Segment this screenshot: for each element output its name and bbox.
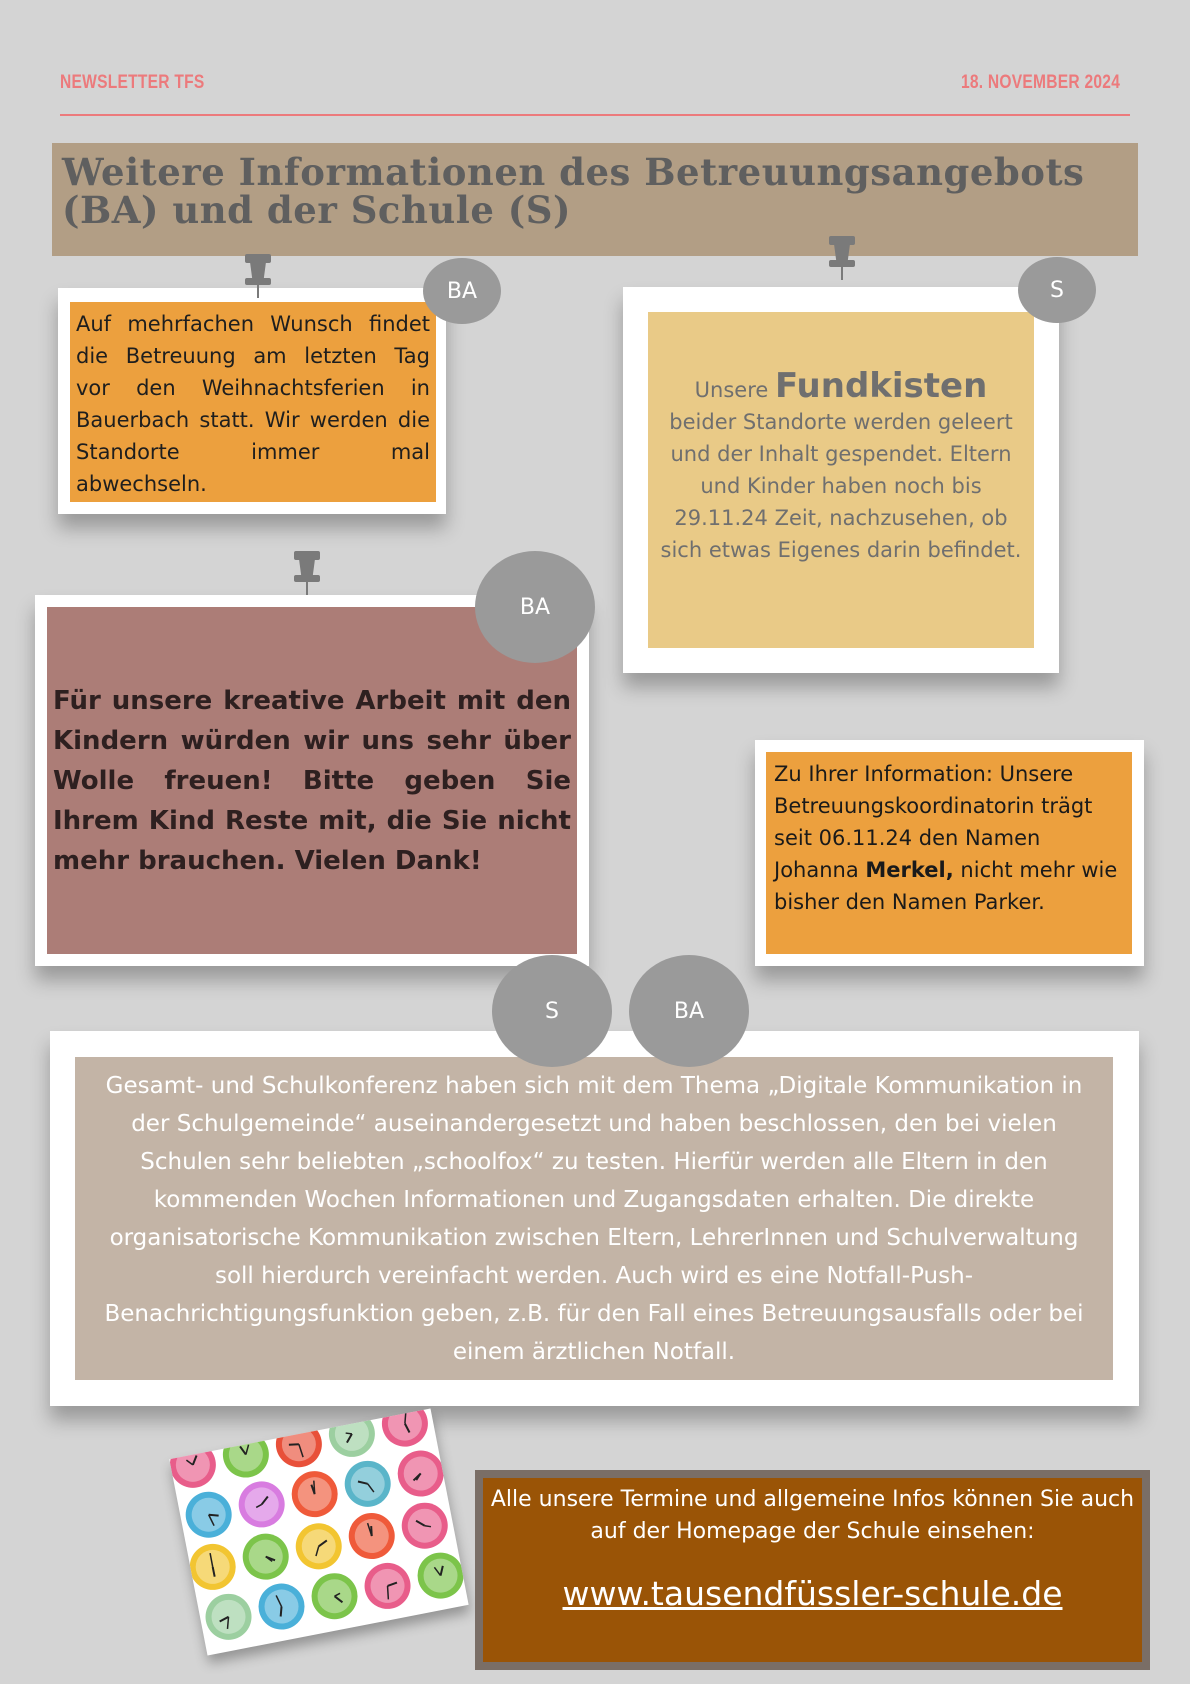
badge-ba: BA <box>475 551 595 663</box>
pushpin-icon <box>829 236 855 278</box>
header-divider <box>60 114 1130 116</box>
fundkisten-pre: Unsere <box>694 378 769 402</box>
homepage-box <box>483 1478 1142 1662</box>
homepage-link[interactable]: www.tausendfüssler-schule.de <box>562 1574 1063 1613</box>
koordinatorin-post: nicht mehr wie bisher den Namen Parker. <box>774 858 1118 914</box>
note-koordinatorin <box>766 752 1132 954</box>
clocks-svg <box>169 1408 468 1655</box>
note-weihnachten: Auf mehrfachen Wunsch findet die Betreuung am letzten Tag vor den Weihnachtsferien in Bauerbach statt. Wir werden die Standorte immer mal abwechseln. <box>70 302 436 502</box>
badge-ba: BA <box>629 955 749 1067</box>
fundkisten-post: beider Standorte werden geleert und der Inhalt gespendet. Eltern und Kinder haben noch bis 29.11.24 Zeit, nachzusehen, ob sich etwas Eigenes darin befindet. <box>660 410 1022 562</box>
clocks-illustration-icon <box>169 1408 468 1655</box>
page-title: Weitere Informationen des Betreuungsangebots (BA) und der Schule (S) <box>62 150 1085 232</box>
koordinatorin-pre: Zu Ihrer Information: Unsere Betreuungskoordinatorin trägt seit 06.11.24 den Namen Johanna <box>774 762 1093 882</box>
homepage-text: Alle unsere Termine und allgemeine Infos können Sie auch auf der Homepage der Schule einsehen: <box>490 1487 1135 1544</box>
badge-s: S <box>1018 257 1096 323</box>
pushpin-icon <box>294 551 320 593</box>
title-banner <box>52 143 1138 256</box>
newsletter-label: NEWSLETTER TFS <box>60 72 205 93</box>
fundkisten-highlight: Fundkisten <box>775 366 988 406</box>
pushpin-icon <box>245 254 271 296</box>
note-wolle: Für unsere kreative Arbeit mit den Kindern würden wir uns sehr über Wolle freuen! Bitte geben Sie Ihrem Kind Reste mit, die Sie nicht mehr brauchen. Vielen Dank! <box>47 607 577 954</box>
koordinatorin-name: Merkel, <box>865 858 954 882</box>
badge-s: S <box>492 955 612 1067</box>
note-schoolfox: Gesamt- und Schulkonferenz haben sich mit dem Thema „Digitale Kommunikation in der Schulgemeinde“ auseinandergesetzt und haben beschlossen, den bei vielen Schulen sehr beliebten „schoolfox“ zu testen. Hierfür werden alle Eltern in den kommenden Wochen Informationen und Zugangsdaten erhalten. Die direkte organisatorische Kommunikation zwischen Eltern, LehrerInnen und Schulverwaltung soll hierdurch vereinfacht werden. Auch wird es eine Notfall-Push-Benachrichtigungsfunktion geben, z.B. für den Fall eines Betreuungsausfalls oder bei einem ärztlichen Notfall. <box>75 1057 1113 1380</box>
newsletter-date: 18. NOVEMBER 2024 <box>960 72 1120 93</box>
badge-ba: BA <box>423 258 501 324</box>
note-fundkisten <box>648 312 1034 648</box>
